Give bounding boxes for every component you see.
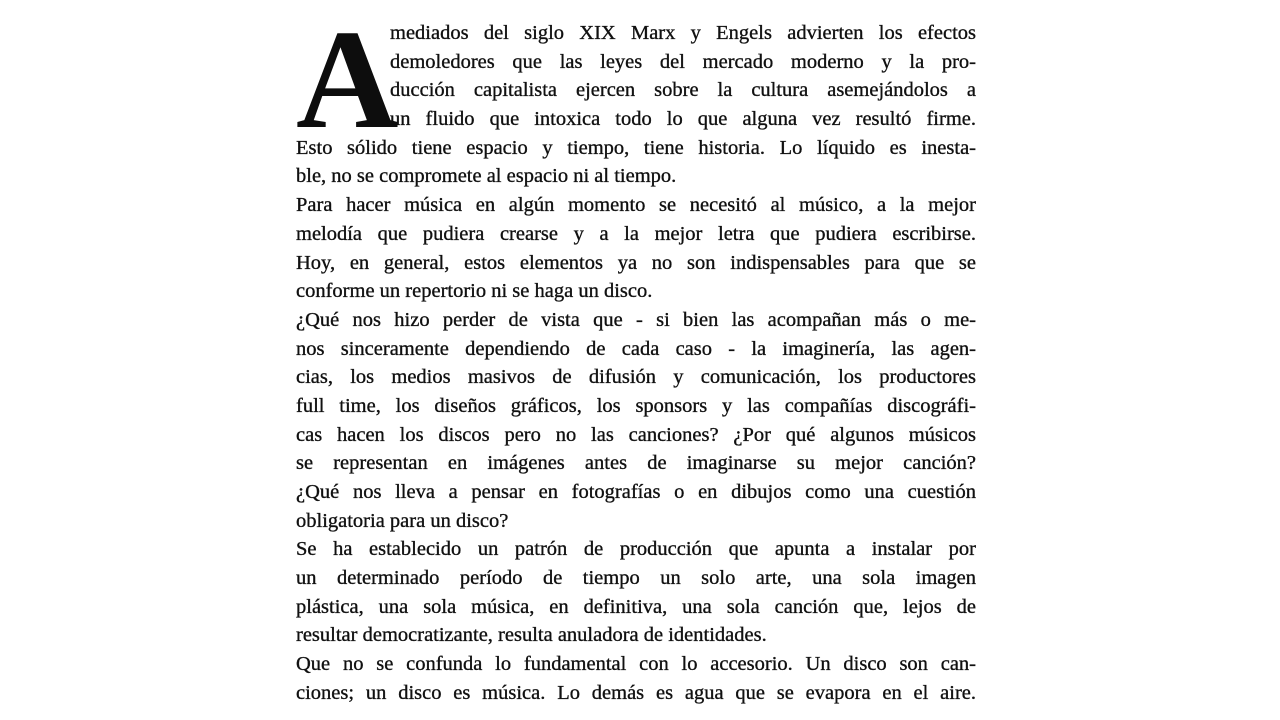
text-line: ble, no se compromete al espacio ni al tiempo. <box>296 165 677 188</box>
text-line: ¿Qué nos hizo perder de vista que - si bien las acompañan más o me- <box>296 308 976 331</box>
text-line: full time, los diseños gráficos, los sponsors y las compañías discográfi- <box>296 394 976 417</box>
text-line: Esto sólido tiene espacio y tiempo, tiene historia. Lo líquido es inesta- <box>296 136 976 159</box>
drop-cap: A <box>296 0 399 158</box>
text-line: Que no se confunda lo fundamental con lo accesorio. Un disco son can- <box>296 653 976 676</box>
text-line: ducción capitalista ejercen sobre la cultura asemejándolos a <box>390 79 976 102</box>
text-line: resultar democratizante, resulta anuladora de identidades. <box>296 624 767 647</box>
text-line: un determinado período de tiempo un solo arte, una sola imagen <box>296 567 976 590</box>
text-line: se representan en imágenes antes de imaginarse su mejor canción? <box>296 452 976 475</box>
text-line: ¿Qué nos lleva a pensar en fotografías o en dibujos como una cuestión <box>296 481 976 503</box>
text-line: cas hacen los discos pero no las canciones? ¿Por qué algunos músicos <box>296 423 976 446</box>
text-line: melodía que pudiera crearse y a la mejor letra que pudiera escribirse. <box>296 222 976 245</box>
text-line: Para hacer música en algún momento se necesitó al músico, a la mejor <box>296 194 976 217</box>
text-line: demoledores que las leyes del mercado moderno y la pro- <box>390 50 976 73</box>
text-line: plástica, una sola música, en definitiva, una sola canción que, lejos de <box>296 595 976 618</box>
text-line: mediados del siglo XIX Marx y Engels advierten los efectos <box>390 22 976 44</box>
text-line: ciones; un disco es música. Lo demás es agua que se evapora en el aire. <box>296 681 976 704</box>
text-line: conforme un repertorio ni se haga un disco. <box>296 280 653 303</box>
text-line: obligatoria para un disco? <box>296 509 509 532</box>
text-line: Se ha establecido un patrón de producción que apunta a instalar por <box>296 538 976 561</box>
document-page <box>296 0 976 708</box>
text-line: Hoy, en general, estos elementos ya no son indispensables para que se <box>296 251 976 274</box>
text-line: cias, los medios masivos de difusión y comunicación, los productores <box>296 366 976 389</box>
text-line: un fluido que intoxica todo lo que alguna vez resultó firme. <box>390 108 976 131</box>
text-line: nos sinceramente dependiendo de cada caso - la imaginería, las agen- <box>296 337 976 360</box>
